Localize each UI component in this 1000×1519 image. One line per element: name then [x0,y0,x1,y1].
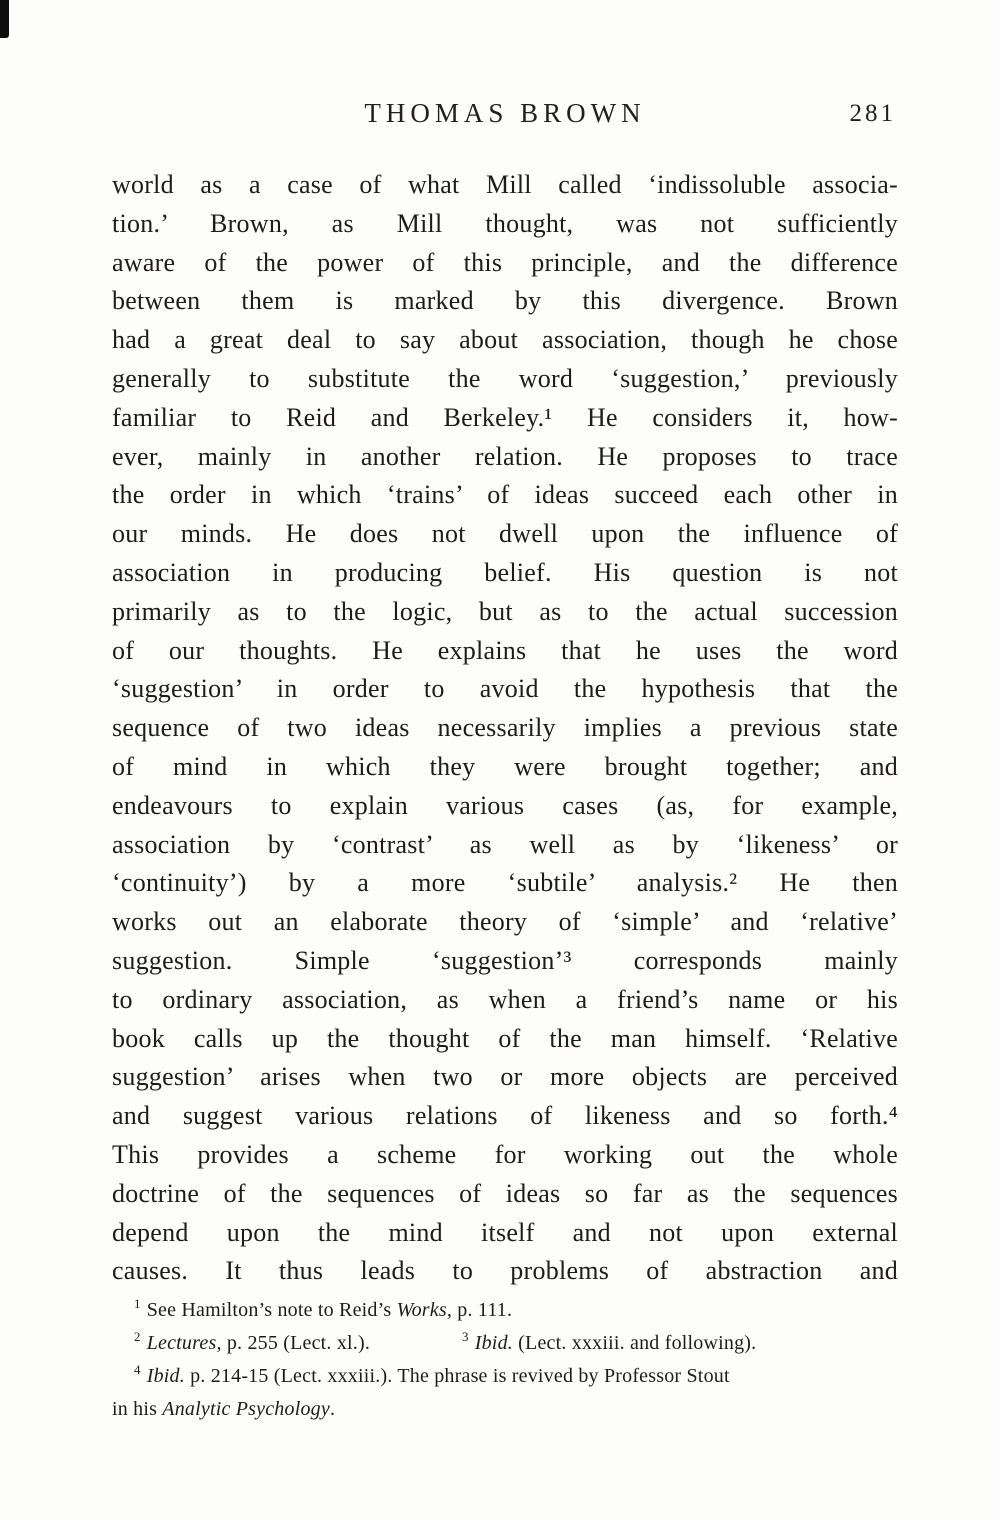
footnote-text: (Lect. xxxiii. and following). [512,1332,757,1354]
footnote-italic: Ibid. [474,1332,513,1354]
footnote-text: , p. 111. [446,1299,513,1321]
body-line: of our thoughts. He explains that he uses the word [112,635,898,665]
body-line: causes. It thus leads to problems of abstraction and [112,1256,898,1286]
body-line: ‘continuity’) by a more ‘subtile’ analysis.² He then [112,868,898,898]
body-line: association in producing belief. His question is not [112,557,898,587]
footnote-italic: Analytic Psychology [162,1398,330,1420]
footnote-marker: 3 [462,1329,469,1345]
body-line: sequence of two ideas necessarily implies a previous state [112,713,898,743]
footnote-text: in his [112,1398,163,1420]
body-text [112,166,898,1291]
body-line: and suggest various relations of likeness and so forth.⁴ [112,1101,898,1131]
body-line: aware of the power of this principle, and the difference [112,247,898,277]
footnote-text: See Hamilton’s note to Reid’s [146,1299,397,1321]
footnote-italic: Works [396,1299,447,1321]
footnote-2-3 [112,1327,898,1360]
body-line: endeavours to explain various cases (as, for example, [112,790,898,820]
body-line: had a great deal to say about association, though he chose [112,325,898,355]
page-number: 281 [849,100,896,127]
footnote-italic: Lectures, [146,1332,222,1354]
footnote-4 [112,1360,898,1393]
body-line: between them is marked by this divergence. Brown [112,286,898,316]
page-header [112,98,898,138]
body-line: doctrine of the sequences of ideas so far as the sequences [112,1178,898,1208]
body-line: world as a case of what Mill called ‘indissoluble associa- [112,170,898,199]
body-line: to ordinary association, as when a friend’s name or his [112,984,898,1014]
body-line: our minds. He does not dwell upon the influence of [112,519,898,549]
body-line: familiar to Reid and Berkeley.¹ He considers it, how- [112,402,898,432]
scan-artifact [0,0,9,38]
footnote-4-continuation [112,1393,898,1426]
body-line: the order in which ‘trains’ of ideas succeed each other in [112,480,898,510]
body-line: generally to substitute the word ‘suggestion,’ previously [112,363,898,393]
body-line: book calls up the thought of the man himself. ‘Relative [112,1023,898,1053]
footnote-marker: 4 [134,1362,141,1378]
body-line: suggestion. Simple ‘suggestion’³ corresponds mainly [112,945,898,975]
body-line: ‘suggestion’ in order to avoid the hypothesis that the [112,674,898,704]
footnote-marker: 2 [134,1329,141,1345]
footnote-italic: Ibid. [146,1365,185,1387]
footnote-text: . [329,1398,336,1420]
running-title: THOMAS BROWN [364,98,646,128]
footnote-text: p. 214-15 (Lect. xxxiii.). The phrase is revived by Professor Stout [184,1365,730,1387]
body-line: of mind in which they were brought together; and [112,751,898,781]
footnote-text: p. 255 (Lect. xl.). [221,1332,371,1354]
body-line: primarily as to the logic, but as to the actual succession [112,596,898,626]
body-line: This provides a scheme for working out the whole [112,1139,898,1169]
body-line: depend upon the mind itself and not upon external [112,1217,898,1247]
body-line: tion.’ Brown, as Mill thought, was not sufficiently [112,208,898,238]
body-line: association by ‘contrast’ as well as by ‘likeness’ or [112,829,898,859]
footnote-marker: 1 [134,1296,141,1312]
body-line: suggestion’ arises when two or more objects are perceived [112,1062,898,1092]
body-line: ever, mainly in another relation. He proposes to trace [112,441,898,471]
footnotes [112,1294,898,1426]
body-line: works out an elaborate theory of ‘simple’ and ‘relative’ [112,907,898,937]
footnote-1 [112,1294,898,1327]
